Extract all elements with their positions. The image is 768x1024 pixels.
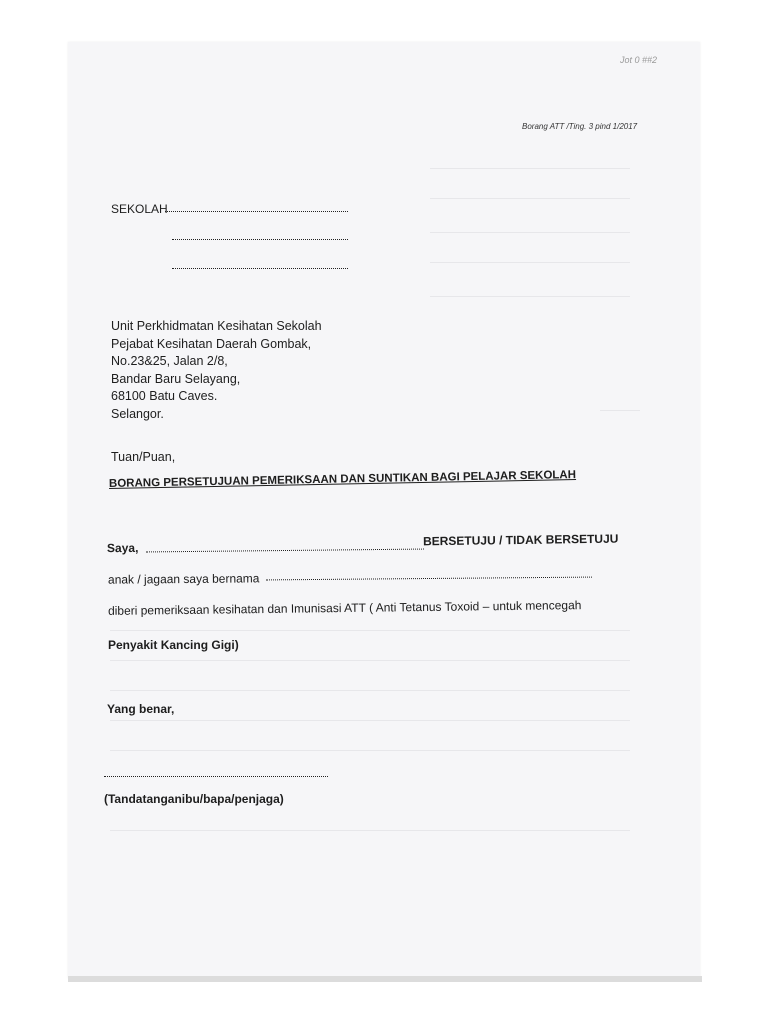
signature-line[interactable] <box>104 776 328 777</box>
bleed-line <box>600 410 640 411</box>
bleed-line <box>430 296 630 297</box>
bleed-line <box>110 630 630 631</box>
salutation: Tuan/Puan, <box>111 450 176 464</box>
bleed-line <box>430 262 630 263</box>
address-line: No.23&25, Jalan 2/8, <box>111 354 228 368</box>
school-line-3[interactable] <box>172 268 348 269</box>
bleed-line <box>110 750 630 751</box>
document-page <box>68 42 700 978</box>
address-line: Selangor. <box>111 406 164 421</box>
corner-note: Jot 0 ##2 <box>620 55 658 65</box>
address-line: Pejabat Kesihatan Daerah Gombak, <box>111 336 312 351</box>
statement-line-1: diberi pemeriksaan kesihatan dan Imunisasi ATT ( Anti Tetanus Toxoid – untuk mencegah <box>107 598 582 618</box>
form-reference: Borang ATT /Ting. 3 pind 1/2017 <box>522 122 638 131</box>
consent-options: BERSETUJU / TIDAK BERSETUJU <box>422 531 619 549</box>
bleed-line <box>430 232 630 233</box>
school-label: SEKOLAH <box>111 202 168 216</box>
address-line: Bandar Baru Selayang, <box>111 371 241 386</box>
form-title: BORANG PERSETUJUAN PEMERIKSAAN DAN SUNTIKAN BAGI PELAJAR SEKOLAH <box>108 469 577 490</box>
statement-line-2: Penyakit Kancing Gigi) <box>108 638 239 652</box>
signature-caption: (Tandatanganibu/bapa/penjaga) <box>104 792 284 806</box>
bleed-line <box>110 720 630 721</box>
recipient-address <box>111 318 322 423</box>
school-line-1[interactable] <box>165 211 348 212</box>
page-edge <box>68 976 702 982</box>
closing: Yang benar, <box>107 702 175 716</box>
address-line: 68100 Batu Caves. <box>111 389 218 403</box>
school-line-2[interactable] <box>172 239 348 240</box>
bleed-line <box>430 198 630 199</box>
saya-label: Saya, <box>106 540 139 556</box>
bleed-line <box>430 168 630 169</box>
child-label: anak / jagaan saya bernama <box>107 571 260 587</box>
bleed-line <box>110 690 630 691</box>
bleed-line <box>110 660 630 661</box>
address-line: Unit Perkhidmatan Kesihatan Sekolah <box>111 319 322 333</box>
bleed-line <box>110 830 630 831</box>
